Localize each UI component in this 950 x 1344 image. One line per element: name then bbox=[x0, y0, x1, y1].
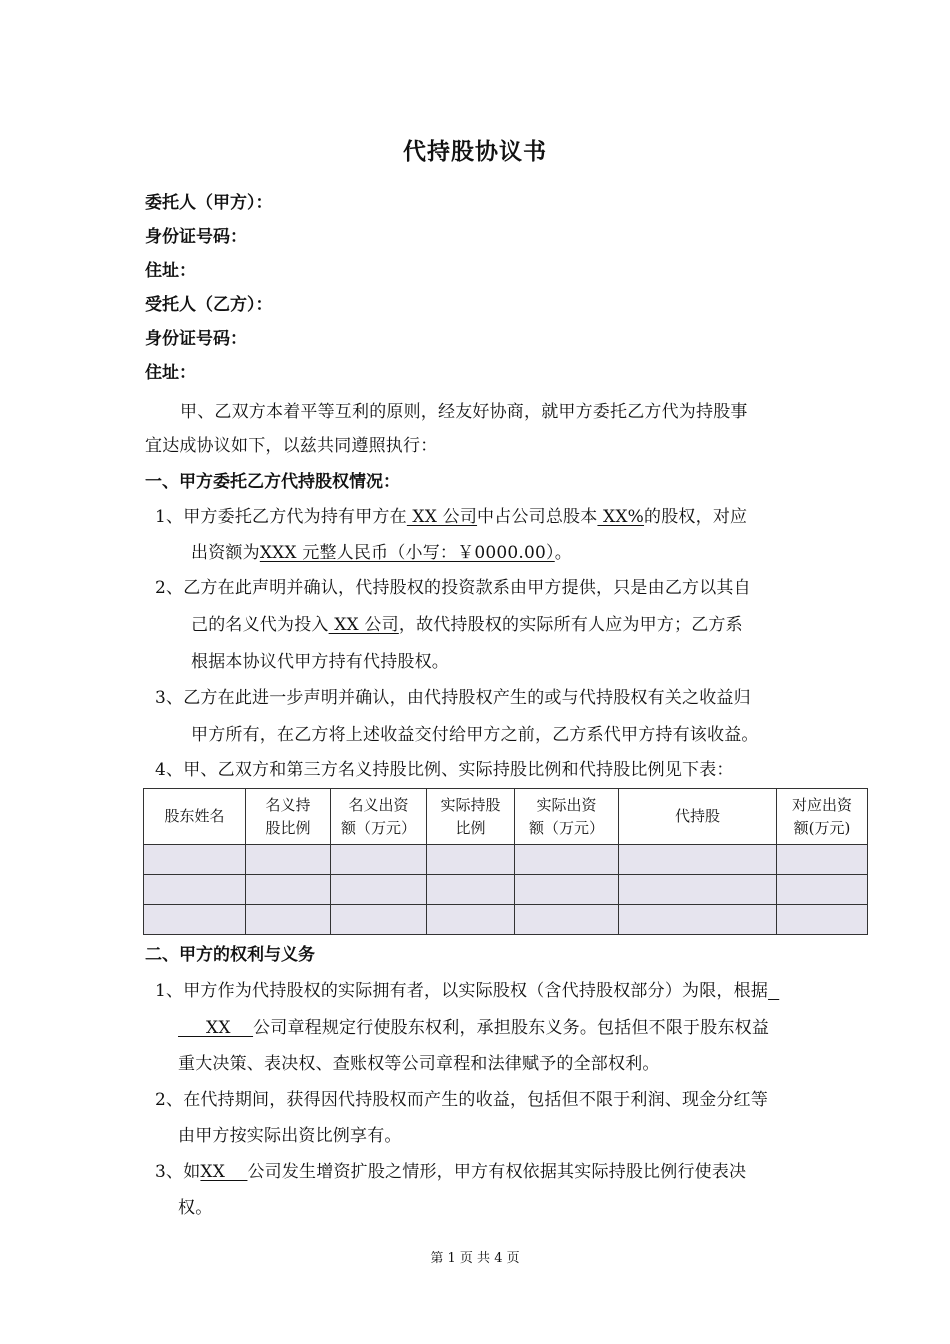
header-shareholder-name: 股东姓名 bbox=[144, 789, 246, 845]
principal-address-label: 住址： bbox=[145, 261, 196, 281]
item-text: 的股权，对应 bbox=[644, 507, 748, 527]
table-cell[interactable] bbox=[246, 905, 331, 935]
table-cell[interactable] bbox=[777, 875, 868, 905]
section-1-heading: 一、甲方委托乙方代持股权情况： bbox=[145, 472, 400, 492]
table-cell[interactable] bbox=[515, 845, 619, 875]
intro-line-2: 宜达成协议如下，以兹共同遵照执行： bbox=[145, 436, 438, 456]
section-1-item-4: 4、甲、乙双方和第三方名义持股比例、实际持股比例和代持股比例见下表： bbox=[155, 760, 734, 780]
header-actual-capital: 实际出资 额（万元） bbox=[515, 789, 619, 845]
table-cell[interactable] bbox=[515, 905, 619, 935]
table-cell[interactable] bbox=[619, 845, 777, 875]
table-cell[interactable] bbox=[515, 875, 619, 905]
trustee-id-label: 身份证号码： bbox=[145, 329, 247, 349]
section-2-item-1-line-3: 重大决策、表决权、查账权等公司章程和法律赋予的全部权利。 bbox=[178, 1054, 660, 1074]
item-text: 出资额为 bbox=[191, 543, 260, 563]
table-cell[interactable] bbox=[246, 875, 331, 905]
table-cell[interactable] bbox=[331, 875, 427, 905]
item-text: ，故代持股权的实际所有人应为甲方；乙方系 bbox=[398, 615, 743, 635]
section-1-item-1-line-1 bbox=[155, 502, 747, 527]
section-2-item-3-line-2: 权。 bbox=[178, 1198, 213, 1218]
table-cell[interactable] bbox=[427, 875, 515, 905]
table-header-row bbox=[144, 789, 868, 845]
item-text: 。 bbox=[554, 543, 572, 563]
item-text: 3、如 bbox=[155, 1162, 201, 1182]
table-cell[interactable] bbox=[144, 905, 246, 935]
header-nominal-ratio: 名义持 股比例 bbox=[246, 789, 331, 845]
trustee-label: 受托人（乙方）： bbox=[145, 295, 273, 315]
table-row bbox=[144, 875, 868, 905]
principal-id-label: 身份证号码： bbox=[145, 227, 247, 247]
item-text: 公司章程规定行使股东权利，承担股东义务。包括但不限于股东权益 bbox=[253, 1018, 770, 1038]
table-cell[interactable] bbox=[619, 875, 777, 905]
company-name-blank: XX bbox=[200, 1162, 248, 1182]
item-text: 己的名义代为投入 bbox=[191, 615, 329, 635]
table-cell[interactable] bbox=[144, 875, 246, 905]
blank-underline bbox=[768, 981, 779, 1001]
table-cell[interactable] bbox=[777, 905, 868, 935]
section-2-heading: 二、甲方的权利与义务 bbox=[145, 945, 315, 965]
section-2-item-2-line-2: 由甲方按实际出资比例享有。 bbox=[178, 1126, 402, 1146]
share-percent-blank: XX% bbox=[597, 507, 645, 527]
item-text: 中占公司总股本 bbox=[477, 507, 598, 527]
intro-line-1: 甲、乙双方本着平等互利的原则，经友好协商，就甲方委托乙方代为持股事 bbox=[180, 402, 748, 422]
header-corresponding-capital: 对应出资 额(万元) bbox=[777, 789, 868, 845]
table-cell[interactable] bbox=[331, 905, 427, 935]
section-1-item-2-line-1: 2、乙方在此声明并确认，代持股权的投资款系由甲方提供，只是由乙方以其自 bbox=[155, 578, 751, 598]
section-1-item-2-line-3: 根据本协议代甲方持有代持股权。 bbox=[191, 652, 449, 672]
table-cell[interactable] bbox=[246, 845, 331, 875]
header-nominal-capital: 名义出资 额（万元） bbox=[331, 789, 427, 845]
table-cell[interactable] bbox=[427, 905, 515, 935]
section-2-item-2-line-1: 2、在代持期间，获得因代持股权而产生的收益，包括但不限于利润、现金分红等 bbox=[155, 1090, 769, 1110]
company-name-blank: XX bbox=[178, 1018, 254, 1038]
section-2-item-3-line-1 bbox=[155, 1157, 746, 1182]
header-actual-ratio: 实际持股 比例 bbox=[427, 789, 515, 845]
table-row bbox=[144, 845, 868, 875]
section-1-item-1-line-2 bbox=[191, 538, 572, 563]
table-cell[interactable] bbox=[619, 905, 777, 935]
table-cell[interactable] bbox=[331, 845, 427, 875]
company-name-blank: XX 公司 bbox=[406, 507, 478, 527]
table-cell[interactable] bbox=[427, 845, 515, 875]
table-cell[interactable] bbox=[144, 845, 246, 875]
section-1-item-3-line-1: 3、乙方在此进一步声明并确认，由代持股权产生的或与代持股权有关之收益归 bbox=[155, 688, 751, 708]
item-text: 1、甲方委托乙方代为持有甲方在 bbox=[155, 507, 407, 527]
section-1-item-2-line-2 bbox=[191, 610, 743, 635]
table-cell[interactable] bbox=[777, 845, 868, 875]
company-name-blank: XX 公司 bbox=[328, 615, 399, 635]
table-row bbox=[144, 905, 868, 935]
section-2-item-1-line-2 bbox=[178, 1013, 769, 1038]
trustee-address-label: 住址： bbox=[145, 363, 196, 383]
shareholding-table bbox=[143, 788, 868, 935]
capital-amount-blank: XXX 元整人民币（小写：￥0000.00） bbox=[259, 543, 555, 563]
item-text: 公司发生增资扩股之情形，甲方有权依据其实际持股比例行使表决 bbox=[247, 1162, 747, 1182]
section-2-item-1-line-1 bbox=[155, 976, 779, 1001]
page-number: 第 1 页 共 4 页 bbox=[430, 1251, 520, 1266]
document-title: 代持股协议书 bbox=[403, 139, 547, 165]
header-proxy-shares: 代持股 bbox=[619, 789, 777, 845]
item-text: 1、甲方作为代持股权的实际拥有者，以实际股权（含代持股权部分）为限，根据 bbox=[155, 981, 769, 1001]
principal-label: 委托人（甲方）： bbox=[145, 193, 273, 213]
section-1-item-3-line-2: 甲方所有，在乙方将上述收益交付给甲方之前，乙方系代甲方持有该收益。 bbox=[191, 725, 759, 745]
